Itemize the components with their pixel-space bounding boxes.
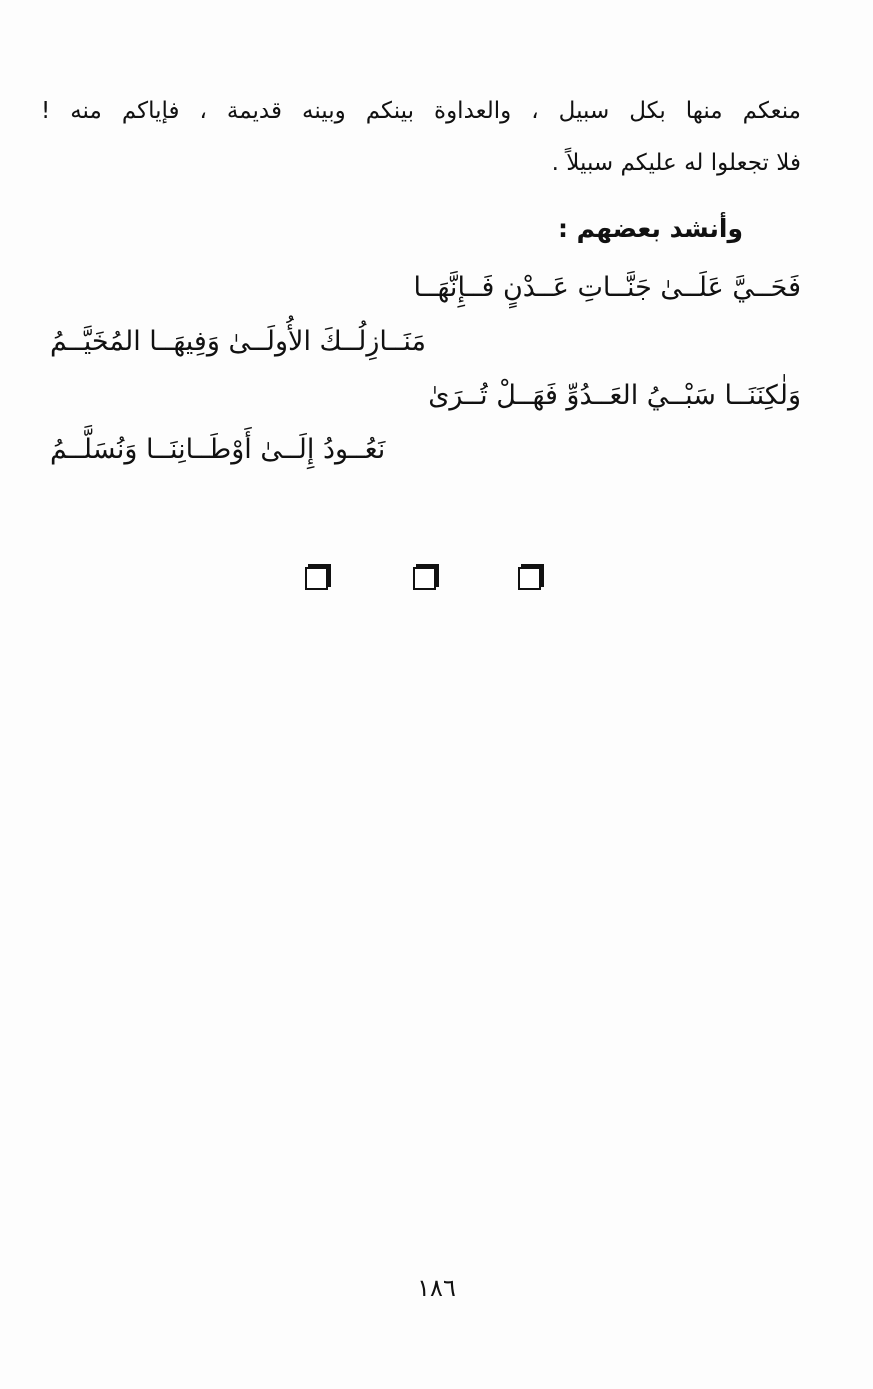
poem-heading: وأنشد بعضهم :	[557, 214, 743, 243]
page-number: ١٨٦	[417, 1274, 456, 1302]
paragraph-line-1: منعكم منها بكل سبيل ، والعداوة بينكم وبينه قديمة ، فإياكم منه !	[41, 98, 801, 124]
verse-line-1: فَحَــيَّ عَلَــىٰ جَنَّــاتِ عَــدْنٍ فَــإِنَّهَــا	[413, 272, 801, 303]
verse-line-3: وَلٰكِنَنَــا سَبْــيُ العَــدُوِّ فَهَــلْ تُــرَىٰ	[428, 380, 801, 411]
paragraph-line-2: فلا تجعلوا له عليكم سبيلاً .	[551, 150, 801, 176]
square-ornament-icon	[413, 567, 436, 590]
verse-line-4: نَعُــودُ إِلَــىٰ أَوْطَــانِنَــا وَنُسَلَّــمُ	[50, 434, 386, 465]
verse-line-2: مَنَــازِلُــكَ الأُولَــىٰ وَفِيهَــا المُخَيَّــمُ	[50, 326, 427, 357]
section-divider	[0, 562, 873, 592]
square-ornament-icon	[305, 567, 328, 590]
square-ornament-icon	[518, 567, 541, 590]
